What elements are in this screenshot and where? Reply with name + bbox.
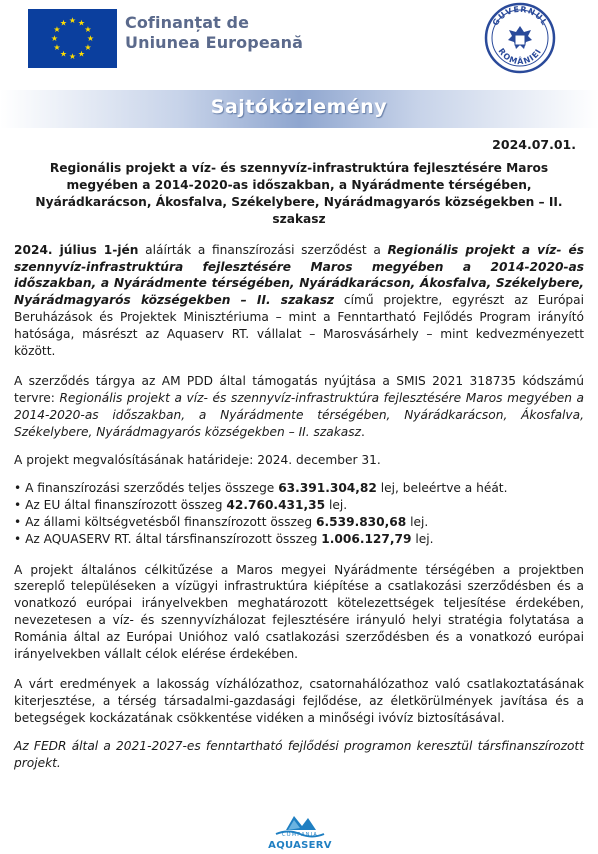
svg-text:★: ★ [50, 34, 59, 43]
svg-text:GUVERNUL: GUVERNUL [490, 4, 550, 28]
signing-date: 2024. július 1-jén [14, 242, 139, 257]
list-item-text: • Az állami költségvetésből finanszírozott összeg [14, 514, 317, 529]
list-item-text: • Az EU által finanszírozott összeg [14, 498, 227, 513]
list-item [14, 480, 584, 497]
svg-text:★: ★ [68, 52, 77, 61]
press-release-banner [0, 90, 598, 128]
project-title-italic: Regionális projekt a víz- és szennyvíz-infrastruktúra fejlesztésére Maros megyében a 2014-2020-as időszakban, a Nyárádmente térségében, Nyárádkarácson, Ákosfalva, Székelybere, Nyárádmagyarós községekben – II. szakasz [14, 391, 584, 439]
list-item-text: lej. [411, 531, 434, 546]
cofinanced-line-2: Uniunea Europeană [125, 33, 304, 52]
cofinancing-text: Az FEDR által a 2021-2027-es fenntartható fejlődési programon keresztül társfinanszírozott projekt. [14, 738, 584, 770]
cofinanced-label [125, 13, 303, 53]
svg-text:★: ★ [86, 34, 95, 43]
svg-text:★: ★ [68, 16, 77, 25]
amount-value: 6.539.830,68 [316, 514, 407, 529]
svg-text:★: ★ [77, 49, 86, 59]
paragraph-text: aláírták a finanszírozási szerződést a [138, 242, 388, 257]
paragraph-text: A szerződés tárgya az AM PDD által támogatás nyújtása a SMIS 2021 318735 kódszámú tervre: [14, 374, 584, 406]
document-header [0, 0, 598, 80]
paragraph-results: A várt eredmények a lakosság vízhálózathoz, csatornahálózathoz való csatlakoztatásának kiterjesztése, a térség társadalmi-gazdasági fejlődése, az életkörülmények javítása és a betegségek kockázatának csökkentése vidéken a minőségi ivóvíz biztosításával. [14, 677, 584, 725]
press-release-body [14, 134, 584, 771]
svg-text:★: ★ [53, 25, 61, 34]
svg-text:★: ★ [77, 18, 86, 28]
aquaserv-logo-small-text: COMPANIA [281, 832, 319, 838]
paragraph-cofinancing [14, 738, 584, 772]
paragraph-deadline: A projekt megvalósításának határideje: 2024. december 31. [14, 452, 381, 467]
aquaserv-logo-text: AQUASERV [268, 840, 332, 851]
paragraph-contract-subject [14, 373, 584, 440]
paragraph-text: című projektre, egyrészt az Európai Beruházások és Projektek Minisztériuma – mint a Fenntartható Fejlődés Program irányító hatósága, másrészt az Aquaserv RT. vállalat – Marosvásárhely – mint kedvezményezett között. [14, 293, 584, 358]
svg-text:★: ★ [59, 49, 68, 59]
list-item-text: lej, beleértve a héát. [376, 481, 508, 496]
list-item-text: • A finanszírozási szerződés teljes összege [14, 481, 279, 496]
government-seal-icon [484, 2, 556, 74]
svg-text:ROMÂNIEI: ROMÂNIEI [496, 46, 544, 67]
svg-text:★: ★ [53, 43, 61, 52]
list-item [14, 497, 584, 514]
release-date: 2024.07.01. [492, 137, 576, 152]
cofinanced-line-1: Cofinanțat de [125, 13, 250, 32]
amount-value: 63.391.304,82 [278, 481, 377, 496]
list-item [14, 514, 584, 531]
amount-value: 1.006.127,79 [321, 531, 412, 546]
list-item-text: • Az AQUASERV RT. által társfinanszírozott összeg [14, 531, 322, 546]
amount-value: 42.760.431,35 [226, 498, 326, 513]
list-item-text: lej. [325, 498, 348, 513]
paragraph-text: . [361, 424, 365, 439]
list-item [14, 531, 584, 548]
list-item-text: lej. [406, 514, 429, 529]
svg-text:★: ★ [59, 18, 68, 28]
release-title: Regionális projekt a víz- és szennyvíz-infrastruktúra fejlesztésére Maros megyében a 2014-2020-as időszakban, a Nyárádmente térségében, Nyárádkarácson, Ákosfalva, Székelybere, Nyárádmagyarós községekben – II. szakasz [35, 160, 563, 226]
paragraph-signing [14, 242, 584, 360]
banner-title: Sajtóközlemény [210, 96, 388, 118]
project-title-bold-italic: Regionális projekt a víz- és szennyvíz-infrastruktúra fejlesztésére Maros megyében a 2014-2020-as időszakban, a Nyárádmente térségében, Nyárádkarácson, Ákosfalva, Székelybere, Nyárádmagyarós községekben – II. szakasz [14, 242, 584, 308]
funding-list [14, 480, 584, 547]
paragraph-objective: A projekt általános célkitűzése a Maros megyei Nyárádmente térségében a projektben szereplő településeken a vízügyi infrastruktúra kiépítése a csatlakozási szerződésben és a vonatkozó európai irányelvekben meghatározott kötelezettségek teljesítése érdekében, nevezetesen a víz- és szennyvízhálozat fejlesztésére irányuló helyi stratégia folytatása a Románia által az Európai Unióhoz való csatlakozási szerződésben és a vonatkozó európai irányelvekben vállalt célok elérése érdekében. [14, 562, 584, 661]
eu-flag-icon [28, 9, 117, 68]
svg-text:★: ★ [84, 25, 92, 34]
svg-text:★: ★ [84, 43, 92, 52]
